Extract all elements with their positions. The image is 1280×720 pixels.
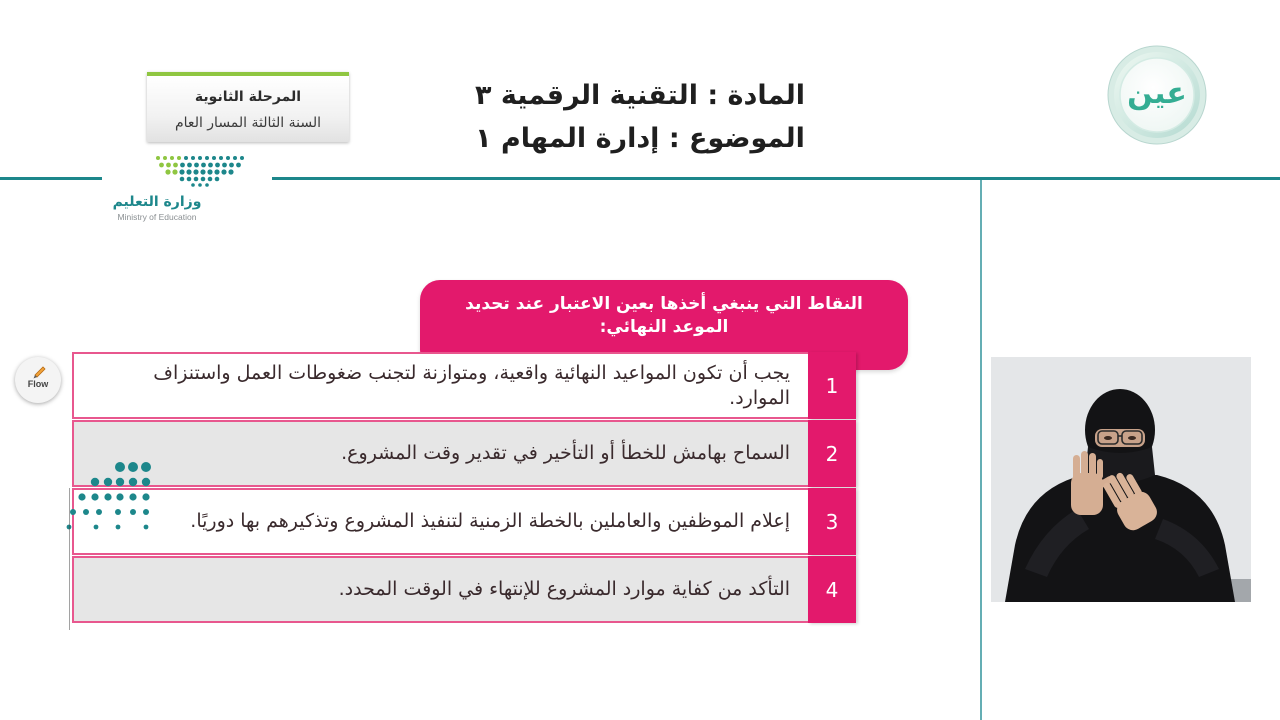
point-text: السماح بهامش للخطأ أو التأخير في تقدير وقت المشروع. (72, 420, 808, 487)
logo-dot (198, 156, 202, 160)
logo-dot (170, 156, 174, 160)
watermark-dot (143, 509, 149, 515)
moe-dots-icon (150, 152, 250, 190)
watermark-dot (91, 478, 99, 486)
watermark-dot (142, 493, 149, 500)
watermark-dot (141, 462, 151, 472)
eye-right (1128, 436, 1136, 440)
logo-dot (159, 163, 164, 168)
logo-dot (228, 169, 233, 174)
logo-dot (186, 169, 191, 174)
logo-dot (180, 163, 185, 168)
ein-logo (1107, 45, 1207, 145)
panel-divider (980, 180, 982, 720)
logo-dot (240, 156, 244, 160)
logo-dot (163, 156, 167, 160)
logo-dot (187, 177, 192, 182)
table-row (72, 488, 856, 555)
points-table (72, 352, 856, 624)
logo-dot (233, 156, 237, 160)
watermark-dot (96, 509, 102, 515)
interpreter-figure (991, 357, 1251, 602)
logo-dot (201, 177, 206, 182)
logo-dot (201, 163, 206, 168)
sign-language-interpreter-video (991, 357, 1251, 602)
watermark-dot (94, 525, 99, 530)
logo-dot (177, 156, 181, 160)
logo-dot (191, 156, 195, 160)
ministry-name-english: Ministry of Education (117, 212, 197, 222)
moe-dots-watermark-icon (66, 455, 161, 540)
finger (1089, 453, 1096, 479)
logo-dot (226, 156, 230, 160)
logo-dot (229, 163, 234, 168)
watermark-dot (116, 525, 121, 530)
finger (1073, 455, 1080, 481)
eye-left (1104, 436, 1112, 440)
topic-title: الموضوع : إدارة المهام ١ (475, 123, 805, 154)
logo-dot (180, 177, 185, 182)
ein-logo-text: عين (1127, 75, 1187, 111)
logo-dot (156, 156, 160, 160)
table-row (72, 420, 856, 487)
point-text: إعلام الموظفين والعاملين بالخطة الزمنية لتنفيذ المشروع وتذكيرهم بها دوريًا. (72, 488, 808, 555)
watermark-dot (91, 493, 98, 500)
watermark-dot (116, 478, 124, 486)
logo-dot (205, 156, 209, 160)
logo-dot (215, 177, 220, 182)
logo-dot (208, 177, 213, 182)
logo-dot (236, 163, 241, 168)
points-heading: النقاط التي ينبغي أخذها بعين الاعتبار عند تحديد الموعد النهائي: (465, 294, 863, 337)
logo-dot (179, 169, 184, 174)
watermark-dot (129, 493, 136, 500)
ministry-name-arabic: وزارة التعليم (112, 194, 202, 210)
watermark-dot (104, 478, 112, 486)
logo-dot (222, 163, 227, 168)
watermark-dot (142, 478, 150, 486)
watermark-dot (116, 493, 123, 500)
point-number: 1 (808, 352, 856, 419)
logo-dot (214, 169, 219, 174)
watermark-dot (115, 509, 121, 515)
flow-button[interactable] (15, 357, 61, 403)
watermark-dot (144, 525, 149, 530)
point-number: 3 (808, 488, 856, 555)
year-track-label: السنة الثالثة المسار العام (175, 115, 321, 131)
point-text: يجب أن تكون المواعيد النهائية واقعية، ومتوازنة لتجنب ضغوطات العمل واستنزاف الموارد. (72, 352, 808, 419)
logo-dot (198, 183, 202, 187)
watermark-dot (70, 509, 76, 515)
finger (1081, 451, 1088, 479)
stage-info-card (147, 72, 349, 142)
logo-dot (194, 177, 199, 182)
flow-button-label: Flow (27, 379, 49, 389)
watermark-dot (130, 509, 136, 515)
watermark-dot (129, 478, 137, 486)
header-rule-right (272, 177, 1280, 180)
logo-dot (200, 169, 205, 174)
logo-dot (184, 156, 188, 160)
logo-dot (172, 169, 177, 174)
logo-dot (191, 183, 195, 187)
logo-dot (166, 163, 171, 168)
point-number: 4 (808, 556, 856, 623)
logo-dot (221, 169, 226, 174)
header-rule-left (0, 177, 102, 180)
logo-dot (194, 163, 199, 168)
point-text: التأكد من كفاية موارد المشروع للإنتهاء في الوقت المحدد. (72, 556, 808, 623)
overlay-edge-line (69, 488, 70, 630)
logo-dot (207, 169, 212, 174)
logo-dot (165, 169, 170, 174)
watermark-dot (78, 493, 85, 500)
watermark-dot (104, 493, 111, 500)
watermark-dot (128, 462, 138, 472)
logo-dot (219, 156, 223, 160)
lesson-title (430, 74, 850, 160)
watermark-dot (83, 509, 89, 515)
logo-dot (212, 156, 216, 160)
point-number: 2 (808, 420, 856, 487)
table-row (72, 352, 856, 419)
table-row (72, 556, 856, 623)
logo-dot (187, 163, 192, 168)
logo-dot (193, 169, 198, 174)
logo-dot (173, 163, 178, 168)
logo-dot (215, 163, 220, 168)
logo-dot (205, 183, 209, 187)
finger (1097, 459, 1103, 479)
watermark-dot (115, 462, 125, 472)
pencil-icon (31, 365, 47, 379)
subject-title: المادة : التقنية الرقمية ٣ (475, 80, 805, 111)
stage-label: المرحلة الثانوية (194, 89, 302, 105)
logo-dot (208, 163, 213, 168)
